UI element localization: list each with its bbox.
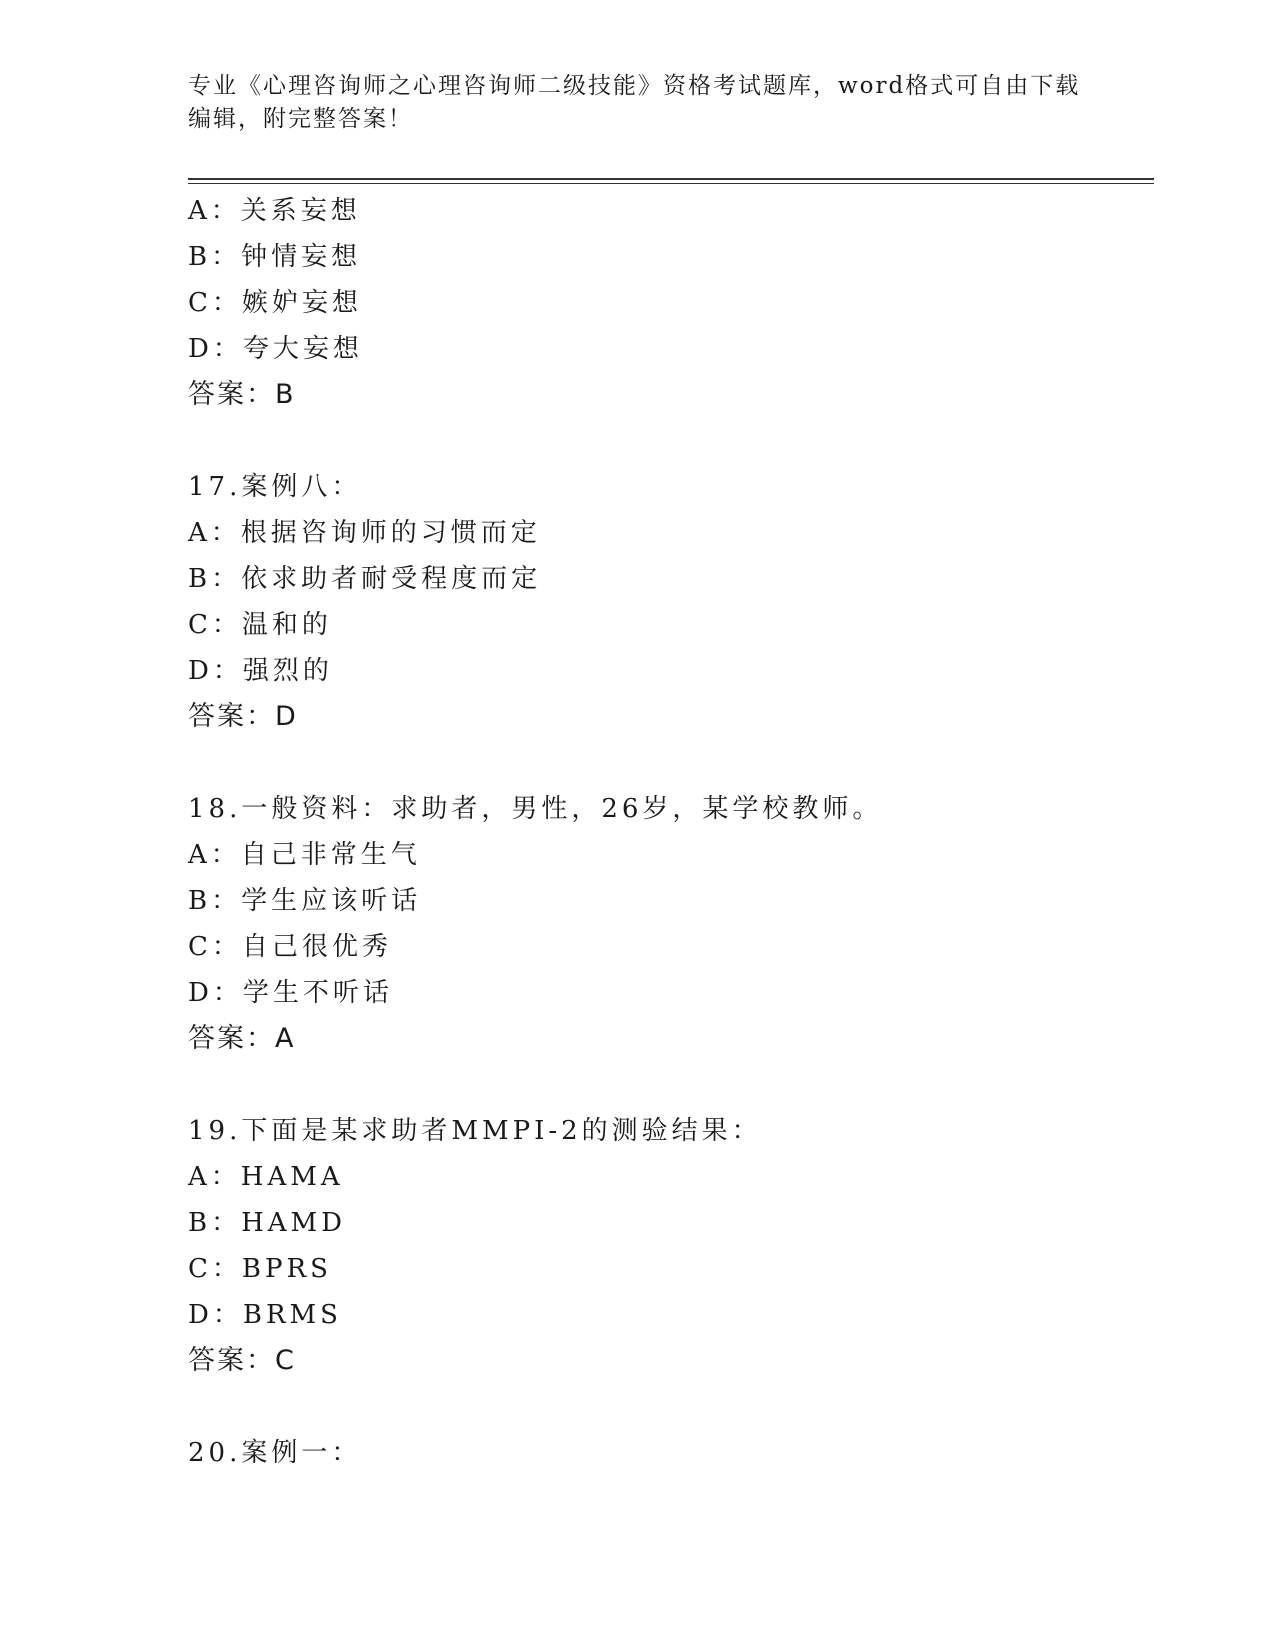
option-a: A：关系妄想	[188, 196, 361, 226]
option-b: B：依求助者耐受程度而定	[188, 564, 542, 594]
option-a: A：根据咨询师的习惯而定	[188, 518, 541, 548]
option-d: D：强烈的	[188, 656, 333, 686]
question-list	[188, 188, 1148, 1476]
answer-line: 答案：B	[188, 379, 296, 410]
question-17	[188, 464, 1148, 740]
spacer	[188, 740, 1148, 786]
option-d: D：夸大妄想	[188, 334, 363, 364]
question-stem: 20.案例一：	[188, 1438, 362, 1468]
question-19	[188, 1108, 1148, 1384]
option-c: C：嫉妒妄想	[188, 288, 362, 318]
spacer	[188, 1062, 1148, 1108]
option-c: C：BPRS	[188, 1254, 332, 1284]
question-stem: 19.下面是某求助者MMPI-2的测验结果：	[188, 1116, 762, 1146]
option-d: D：BRMS	[188, 1300, 342, 1330]
question-16	[188, 188, 1148, 418]
header-divider	[188, 178, 1154, 184]
option-a: A：HAMA	[188, 1162, 344, 1192]
option-d: D：学生不听话	[188, 978, 393, 1008]
option-b: B：钟情妄想	[188, 242, 362, 272]
answer-line: 答案：D	[188, 701, 298, 732]
question-18	[188, 786, 1148, 1062]
option-c: C：自己很优秀	[188, 932, 392, 962]
option-c: C：温和的	[188, 610, 332, 640]
question-stem: 17.案例八：	[188, 472, 362, 502]
question-20	[188, 1430, 1148, 1476]
option-a: A：自己非常生气	[188, 840, 421, 870]
question-stem: 18.一般资料：求助者，男性，26岁，某学校教师。	[188, 794, 883, 824]
option-b: B：HAMD	[188, 1208, 347, 1238]
answer-line: 答案：C	[188, 1345, 296, 1376]
option-b: B：学生应该听话	[188, 886, 422, 916]
answer-line: 答案：A	[188, 1023, 296, 1054]
document-header: 专业《心理咨询师之心理咨询师二级技能》资格考试题库，word格式可自由下载编辑，附完整答案！	[188, 73, 1081, 132]
spacer	[188, 1384, 1148, 1430]
spacer	[188, 418, 1148, 464]
